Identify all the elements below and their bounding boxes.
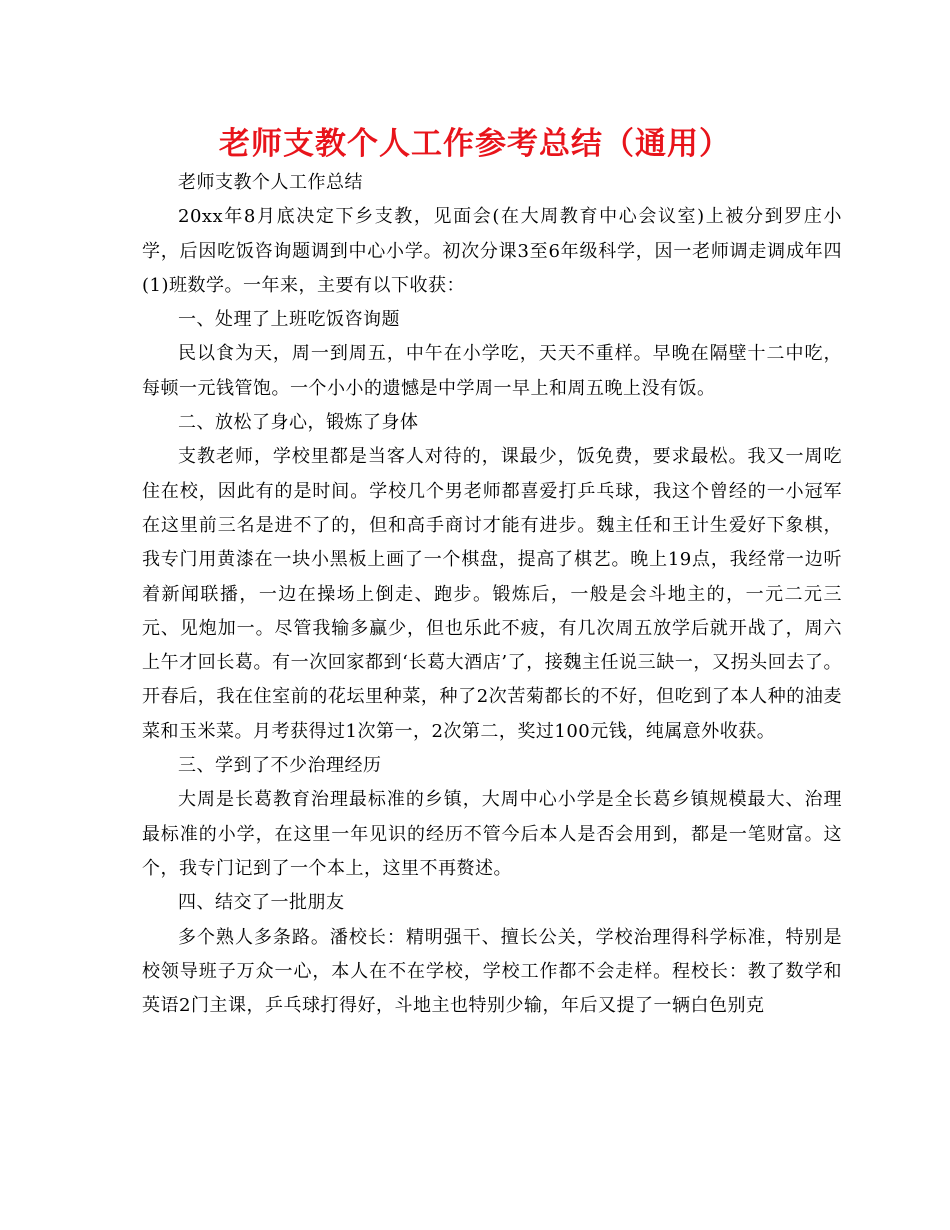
- section-heading: 二、放松了身心，锻炼了身体: [178, 412, 419, 434]
- body-paragraph: 大周是长葛教育治理最标准的乡镇，大周中心小学是全长葛乡镇规模最大、治理最标准的小学，在这里一年见识的经历不管今后本人是否会用到，都是一笔财富。这个，我专门记到了一个本上，这里不再赘述。: [142, 789, 842, 879]
- body-paragraph: 民以食为天，周一到周五，中午在小学吃，天天不重样。早晚在隔壁十二中吃，每顿一元钱管饱。一个小小的遗憾是中学周一早上和周五晚上没有饭。: [142, 343, 842, 399]
- section-heading: 三、学到了不少治理经历: [178, 755, 382, 777]
- section-heading: 四、结交了一批朋友: [178, 892, 345, 914]
- body-paragraph: 支教老师，学校里都是当客人对待的，课最少，饭免费，要求最松。我又一周吃住在校，因此有的是时间。学校几个男老师都喜爱打乒乓球，我这个曾经的一小冠军在这里前三名是进不了的，但和高手商讨才能有进步。魏主任和王计生爱好下象棋，我专门用黄漆在一块小黑板上画了一个棋盘，提高了棋艺。晚上19点，我经常一边听着新闻联播，一边在操场上倒走、跑步。锻炼后，一般是会斗地主的，一元二元三元、见炮加一。尽管我输多赢少，但也乐此不疲，有几次周五放学后就开战了，周六上午才回长葛。有一次回家都到‘长葛大酒店’了，接魏主任说三缺一，又拐头回去了。开春后，我在住室前的花坛里种菜，种了2次苦菊都长的不好，但吃到了本人种的油麦菜和玉米菜。月考获得过1次第一，2次第二，奖过100元钱，纯属意外收获。: [142, 446, 842, 742]
- subtitle-paragraph: 老师支教个人工作总结: [178, 172, 363, 193]
- body-paragraph: 多个熟人多条路。潘校长：精明强干、擅长公关，学校治理得科学标准，特别是校领导班子万众一心，本人在不在学校，学校工作都不会走样。程校长：教了数学和英语2门主课，乒乓球打得好，斗地主也特别少输，年后又提了一辆白色别克: [142, 926, 842, 1017]
- document-body: [142, 166, 842, 1023]
- body-paragraph: 20xx年8月底决定下乡支教，见面会(在大周教育中心会议室)上被分到罗庄小学，后因吃饭咨询题调到中心小学。初次分课3至6年级科学，因一老师调走调成年四(1)班数学。一年来，主要有以下收获：: [142, 206, 842, 296]
- section-heading: 一、处理了上班吃饭咨询题: [178, 309, 400, 331]
- document-title: 老师支教个人工作参考总结（通用）: [219, 126, 731, 162]
